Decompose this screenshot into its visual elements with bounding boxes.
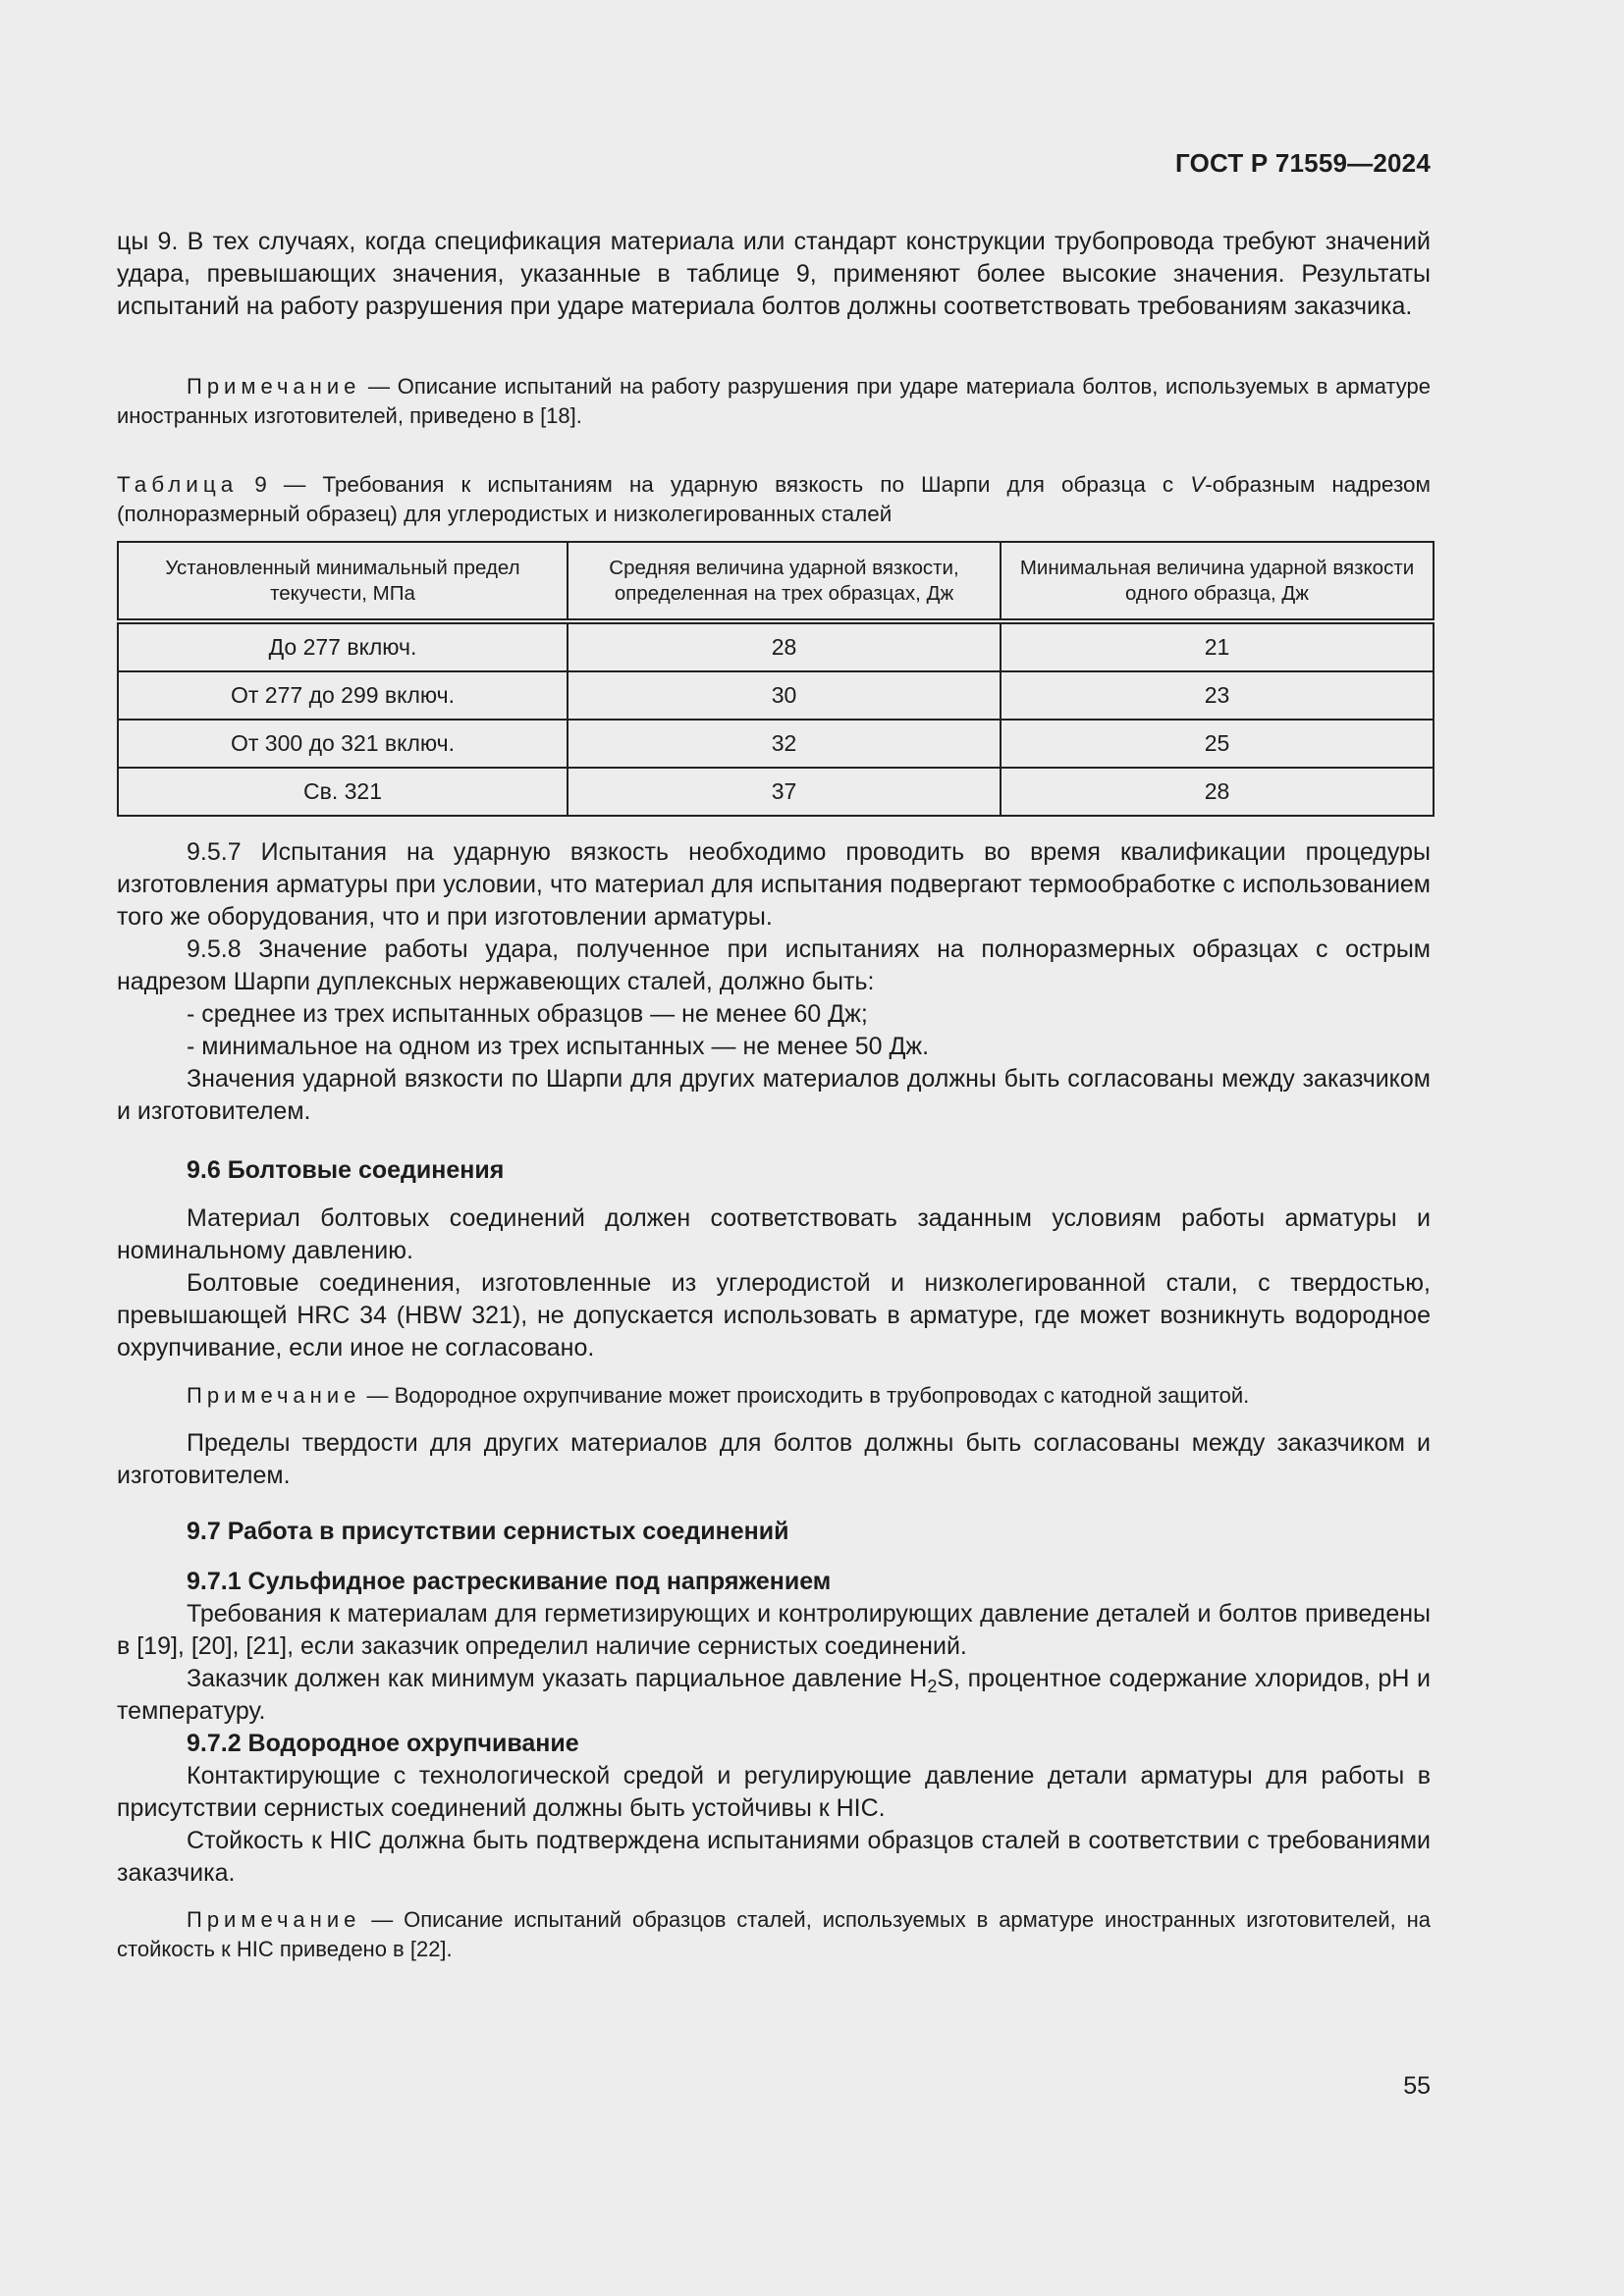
note-3 [117, 1905, 1431, 1964]
note-label: Примечание [187, 1907, 361, 1932]
note-dash: — [360, 374, 398, 399]
note-dash: — [360, 1383, 395, 1408]
table-cell: 28 [1001, 768, 1434, 816]
text-part: Заказчик должен как минимум указать парциальное давление H [187, 1665, 928, 1692]
paragraph-9-5-8: 9.5.8 Значение работы удара, полученное при испытаниях на полноразмерных образцах с острым надрезом Шарпи дуплексных нержавеющих сталей, должно быть: [117, 935, 1431, 995]
heading-9-7-2: 9.7.2 Водородное охрупчивание [187, 1730, 579, 1757]
section-9-5-7-9-5-8 [117, 836, 1431, 1128]
table-cell: От 277 до 299 включ. [118, 671, 568, 720]
table-cell: 23 [1001, 671, 1434, 720]
table-row [118, 768, 1434, 816]
list-item: - среднее из трех испытанных образцов — не менее 60 Дж; [187, 1000, 868, 1028]
paragraph-9-7-1-2 [117, 1663, 1431, 1728]
document-code: ГОСТ Р 71559—2024 [1175, 148, 1431, 178]
note-label: Примечание [187, 1383, 361, 1408]
paragraph-9-5-7: 9.5.7 Испытания на ударную вязкость необходимо проводить во время квалификации процедуры изготовления арматуры при условии, что материал для испытания подвергают термообработке с использованием того же оборудования, что и при изготовлении арматуры. [117, 838, 1431, 931]
table-cell: 28 [568, 621, 1001, 671]
list-item: - минимальное на одном из трех испытанных — не менее 50 Дж. [187, 1033, 930, 1060]
heading-9-7-1: 9.7.1 Сульфидное растрескивание под напряжением [187, 1568, 832, 1595]
note-label: Примечание [187, 374, 361, 399]
table-row [118, 621, 1434, 671]
table-caption-label: Таблица [117, 472, 239, 497]
note-dash: — [360, 1907, 405, 1932]
table-header-cell: Установленный минимальный предел текучести, МПа [118, 542, 568, 621]
table-cell: 30 [568, 671, 1001, 720]
note-text: Описание испытаний образцов сталей, используемых в арматуре иностранных изготовителей, на стойкость к HIC приведено в [22]. [117, 1907, 1431, 1961]
table-header-row [118, 542, 1434, 621]
table-row [118, 671, 1434, 720]
heading-9-6: 9.6 Болтовые соединения [187, 1156, 505, 1184]
paragraph-9-5-8-end: Значения ударной вязкости по Шарпи для других материалов должны быть согласованы между заказчиком и изготовителем. [117, 1065, 1431, 1125]
note-1 [117, 372, 1431, 431]
paragraph-9-6-2: Болтовые соединения, изготовленные из углеродистой и низколегированной стали, с твердостью, превышающей HRC 34 (HBW 321), не допускается использовать в арматуре, где может возникнуть водородное охрупчивание, если иное не согласовано. [117, 1269, 1431, 1362]
section-9-7-body [117, 1566, 1431, 1890]
note-2 [117, 1381, 1431, 1411]
table-cell: Св. 321 [118, 768, 568, 816]
paragraph-9-6-3: Пределы твердости для других материалов для болтов должны быть согласованы между заказчиком и изготовителем. [117, 1429, 1431, 1489]
table-9 [117, 541, 1431, 817]
page-number: 55 [1403, 2072, 1431, 2100]
paragraph-intro: цы 9. В тех случаях, когда спецификация материала или стандарт конструкции трубопровода требуют значений удара, превышающих значения, указанные в таблице 9, применяют более высокие значения. Результаты испытаний на работу разрушения при ударе материала болтов должны соответствовать требованиям заказчика. [117, 228, 1431, 320]
paragraph-9-6-1: Материал болтовых соединений должен соответствовать заданным условиям работы арматуры и номинальному давлению. [117, 1204, 1431, 1264]
text-part: S, процентное содержание хлоридов, pH и температуру. [117, 1665, 1431, 1725]
table-cell: 21 [1001, 621, 1434, 671]
paragraph-9-7-2-2: Стойкость к HIC должна быть подтверждена испытаниями образцов сталей в соответствии с требованиями заказчика. [117, 1827, 1431, 1887]
table-cell: От 300 до 321 включ. [118, 720, 568, 768]
table-caption [117, 470, 1431, 529]
subscript: 2 [927, 1677, 938, 1696]
section-9-6-body [117, 1202, 1431, 1364]
table-header-cell: Минимальная величина ударной вязкости одного образца, Дж [1001, 542, 1434, 621]
table-cell: 25 [1001, 720, 1434, 768]
table-caption-italic: V [1190, 472, 1206, 497]
table-cell: 37 [568, 768, 1001, 816]
table-header-cell: Средняя величина ударной вязкости, определенная на трех образцах, Дж [568, 542, 1001, 621]
paragraph-9-7-1-1: Требования к материалам для герметизирующих и контролирующих давление деталей и болтов приведены в [19], [20], [21], если заказчик определил наличие сернистых соединений. [117, 1600, 1431, 1660]
table-row [118, 720, 1434, 768]
paragraph-9-7-2-1: Контактирующие с технологической средой и регулирующие давление детали арматуры для работы в присутствии сернистых соединений должны быть устойчивы к HIC. [117, 1762, 1431, 1822]
table-caption-text: 9 — Требования к испытаниям на ударную вязкость по Шарпи для образца с [238, 472, 1191, 497]
note-text: Водородное охрупчивание может происходить в трубопроводах с катодной защитой. [394, 1383, 1250, 1408]
heading-9-7: 9.7 Работа в присутствии сернистых соединений [187, 1518, 789, 1545]
note-text: Описание испытаний на работу разрушения при ударе материала болтов, используемых в арматуре иностранных изготовителей, приведено в [18]. [117, 374, 1431, 428]
table-cell: 32 [568, 720, 1001, 768]
table-cell: До 277 включ. [118, 621, 568, 671]
table-caption-rest: -образным надрезом (полноразмерный образец) для углеродистых и низколегированных сталей [117, 472, 1431, 526]
